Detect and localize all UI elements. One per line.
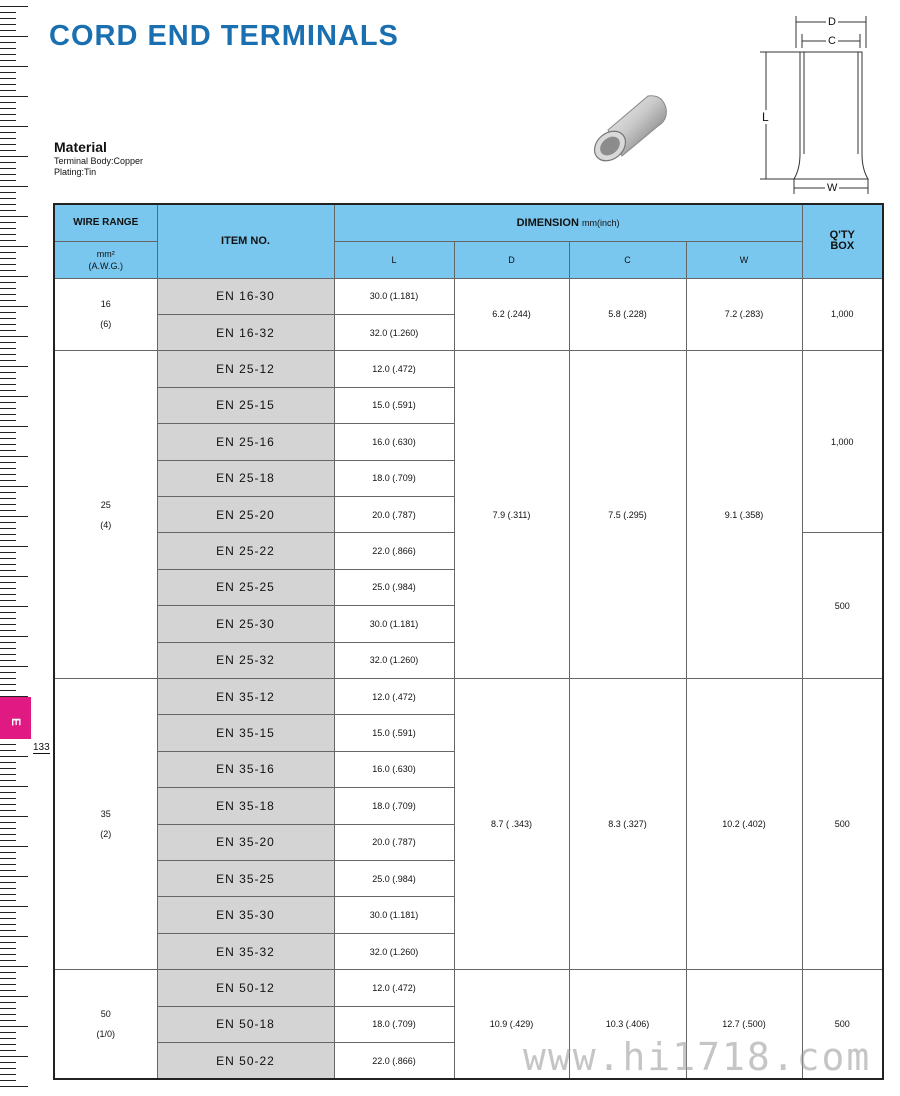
ruler-tick [0,756,28,757]
ruler-tick [0,432,16,433]
ruler-tick [0,594,16,595]
wire-range-cell [54,278,157,351]
dimension-l-cell: 12.0 (.472) [334,970,454,1006]
ruler-tick [0,210,16,211]
item-number-cell: EN 35-25 [157,861,334,897]
ruler-tick [0,1008,16,1009]
ruler-tick [0,132,16,133]
ruler-tick [0,108,16,109]
wire-range-mm2: 25 [100,499,111,510]
wire-range-mm2: 16 [100,299,111,310]
header-l: L [334,241,454,278]
dimension-l-cell: 22.0 (.866) [334,533,454,569]
ruler-tick [0,558,16,559]
ruler-tick [0,114,16,115]
ruler-tick [0,750,16,751]
dimension-l-cell: 12.0 (.472) [334,351,454,387]
header-wire-range: WIRE RANGE [54,204,157,241]
ruler-tick [0,300,16,301]
ruler-tick [0,1086,28,1087]
ruler-tick [0,672,16,673]
ruler-tick [0,198,16,199]
ruler-tick [0,822,16,823]
ruler-tick [0,678,16,679]
dimension-d-cell: 10.9 (.429) [454,970,569,1079]
wire-range-mm2: 50 [100,1009,111,1020]
ruler-tick [0,846,28,847]
ruler-tick [0,1056,28,1057]
ruler-tick [0,762,16,763]
ruler-tick [0,660,16,661]
item-number-cell: EN 35-30 [157,897,334,933]
ruler-tick [0,918,16,919]
watermark: www.hi1718.com [523,1035,872,1079]
ruler-tick [0,54,16,55]
ruler-tick [0,888,16,889]
ruler-tick [0,1080,16,1081]
ruler-tick [0,504,16,505]
ruler-tick [0,336,28,337]
ruler-tick [0,162,16,163]
dimension-c-cell: 5.8 (.228) [569,278,686,351]
item-number-cell: EN 25-18 [157,460,334,496]
ruler-tick [0,366,28,367]
page-edge-ruler [0,0,30,1096]
ruler-tick [0,294,16,295]
ruler-tick [0,234,16,235]
header-item-no: ITEM NO. [157,204,334,278]
dimension-l-cell: 12.0 (.472) [334,678,454,714]
ruler-tick [0,120,16,121]
ruler-tick [0,990,16,991]
wire-range-awg: (6) [100,319,112,330]
ruler-tick [0,186,28,187]
ruler-tick [0,648,16,649]
ruler-tick [0,270,16,271]
ruler-tick [0,786,28,787]
ruler-tick [0,348,16,349]
item-number-cell: EN 25-22 [157,533,334,569]
ruler-tick [0,816,28,817]
item-number-cell: EN 25-25 [157,569,334,605]
ruler-tick [0,870,16,871]
ruler-tick [0,966,28,967]
dimension-c-cell: 10.3 (.406) [569,970,686,1079]
dimension-l-cell: 20.0 (.787) [334,824,454,860]
ruler-tick [0,1032,16,1033]
dimension-w-cell: 10.2 (.402) [686,678,802,969]
dimension-l-cell: 32.0 (1.260) [334,314,454,350]
ruler-tick [0,468,16,469]
ruler-tick [0,402,16,403]
dimension-l-cell: 30.0 (1.181) [334,278,454,314]
ruler-tick [0,1038,16,1039]
ruler-tick [0,612,16,613]
dimension-l-cell: 18.0 (.709) [334,460,454,496]
dimension-l-cell: 18.0 (.709) [334,1006,454,1042]
ruler-tick [0,546,28,547]
wire-range-cell [54,678,157,969]
header-dimension [334,204,802,241]
dimension-c-cell: 8.3 (.327) [569,678,686,969]
ruler-tick [0,18,16,19]
dimension-d-cell: 8.7 ( .343) [454,678,569,969]
dimension-w-cell: 9.1 (.358) [686,351,802,679]
ruler-tick [0,804,16,805]
ruler-tick [0,540,16,541]
ruler-tick [0,744,16,745]
dimension-l-cell: 16.0 (.630) [334,424,454,460]
ruler-tick [0,654,16,655]
header-wire-unit: mm² [96,248,115,259]
table-row [54,970,883,1006]
ruler-tick [0,780,16,781]
dimension-l-cell: 18.0 (.709) [334,788,454,824]
dimension-l-cell: 25.0 (.984) [334,569,454,605]
ruler-tick [0,282,16,283]
wire-range-awg: (2) [100,829,112,840]
header-c: C [569,241,686,278]
ruler-tick [0,930,16,931]
ruler-tick [0,576,28,577]
ferrule-dimension-diagram [756,14,880,196]
ruler-tick [0,948,16,949]
dimension-l-cell: 30.0 (1.181) [334,606,454,642]
ruler-tick [0,30,16,31]
dimension-l-cell: 16.0 (.630) [334,751,454,787]
ruler-tick [0,378,16,379]
ruler-tick [0,408,16,409]
item-number-cell: EN 35-32 [157,933,334,969]
item-number-cell: EN 16-30 [157,278,334,314]
ruler-tick [0,972,16,973]
qty-box-cell: 500 [802,533,883,679]
ruler-tick [0,204,16,205]
ruler-tick [0,240,16,241]
header-dimension-label: DIMENSION [516,216,579,229]
table-row [54,278,883,314]
ruler-tick [0,1068,16,1069]
ruler-tick [0,606,28,607]
ruler-tick [0,528,16,529]
ruler-tick [0,12,16,13]
ruler-tick [0,426,28,427]
ruler-tick [0,246,28,247]
spec-table [53,203,884,1080]
ruler-tick [0,984,16,985]
ruler-tick [0,564,16,565]
dimension-d-cell: 7.9 (.311) [454,351,569,679]
ruler-tick [0,960,16,961]
ruler-tick [0,312,16,313]
item-number-cell: EN 50-22 [157,1043,334,1079]
item-number-cell: EN 25-15 [157,387,334,423]
wire-range-mm2: 35 [100,809,111,820]
ruler-tick [0,1044,16,1045]
ruler-tick [0,1074,16,1075]
ruler-tick [0,954,16,955]
ruler-tick [0,1014,16,1015]
material-block [54,139,143,177]
page-title: CORD END TERMINALS [49,20,399,52]
ruler-tick [0,882,16,883]
ruler-tick [0,102,16,103]
diagram-label-c: C [828,35,836,47]
ruler-tick [0,66,28,67]
ruler-tick [0,624,16,625]
ruler-tick [0,318,16,319]
dimension-l-cell: 25.0 (.984) [334,861,454,897]
wire-range-cell [54,351,157,679]
wire-range-cell [54,970,157,1079]
ruler-tick [0,72,16,73]
dimension-l-cell: 32.0 (1.260) [334,933,454,969]
dimension-l-cell: 15.0 (.591) [334,715,454,751]
diagram-label-d: D [828,16,836,28]
qty-box-cell: 500 [802,970,883,1079]
ruler-tick [0,192,16,193]
dimension-w-cell: 7.2 (.283) [686,278,802,351]
ruler-tick [0,852,16,853]
ruler-tick [0,876,28,877]
ruler-tick [0,534,16,535]
ruler-tick [0,618,16,619]
ruler-tick [0,636,28,637]
dimension-w-cell: 12.7 (.500) [686,970,802,1079]
ruler-tick [0,978,16,979]
wire-range-awg: (4) [100,519,112,530]
ruler-tick [0,552,16,553]
ruler-tick [0,216,28,217]
ruler-tick [0,1020,16,1021]
item-number-cell: EN 25-16 [157,424,334,460]
ruler-tick [0,912,16,913]
ruler-tick [0,570,16,571]
ruler-tick [0,456,28,457]
item-number-cell: EN 35-12 [157,678,334,714]
ruler-tick [0,996,28,997]
item-number-cell: EN 50-12 [157,970,334,1006]
ruler-tick [0,372,16,373]
ruler-tick [0,522,16,523]
material-heading: Material [54,139,107,155]
ruler-tick [0,24,16,25]
ruler-tick [0,414,16,415]
header-qty-box: Q'TY BOX [802,204,883,278]
qty-box-cell: 500 [802,678,883,969]
ruler-tick [0,156,28,157]
dimension-l-cell: 30.0 (1.181) [334,897,454,933]
ruler-tick [0,438,16,439]
ruler-tick [0,900,16,901]
ruler-tick [0,222,16,223]
item-number-cell: EN 25-20 [157,496,334,532]
ruler-tick [0,360,16,361]
header-awg-label: (A.W.G.) [88,260,123,271]
header-dimension-unit: mm(inch) [581,217,620,228]
ruler-tick [0,492,16,493]
ruler-tick [0,798,16,799]
ruler-tick [0,666,28,667]
ruler-tick [0,1002,16,1003]
ruler-tick [0,480,16,481]
ruler-tick [0,486,28,487]
ruler-tick [0,354,16,355]
ruler-tick [0,180,16,181]
ruler-tick [0,516,28,517]
header-w: W [686,241,802,278]
ruler-tick [0,510,16,511]
ruler-tick [0,906,28,907]
ruler-tick [0,396,28,397]
item-number-cell: EN 50-18 [157,1006,334,1042]
dimension-l-cell: 32.0 (1.260) [334,642,454,678]
ruler-tick [0,84,16,85]
ruler-tick [0,384,16,385]
ruler-tick [0,1050,16,1051]
ruler-tick [0,840,16,841]
item-number-cell: EN 35-18 [157,788,334,824]
ruler-tick [0,642,16,643]
ruler-tick [0,252,16,253]
ruler-tick [0,864,16,865]
item-number-cell: EN 25-12 [157,351,334,387]
ruler-tick [0,144,16,145]
ruler-tick [0,894,16,895]
ruler-tick [0,588,16,589]
ruler-tick [0,78,16,79]
diagram-label-w: W [827,182,838,194]
ruler-tick [0,474,16,475]
ruler-tick [0,684,16,685]
ruler-tick [0,1026,28,1027]
item-number-cell: EN 16-32 [157,314,334,350]
ruler-tick [0,690,16,691]
ruler-tick [0,306,28,307]
ruler-tick [0,834,16,835]
material-body-line: Terminal Body:Copper [54,156,144,166]
ruler-tick [0,150,16,151]
ruler-tick [0,276,28,277]
ruler-tick [0,48,16,49]
section-tab-letter: E [9,717,24,727]
ruler-tick [0,90,16,91]
item-number-cell: EN 25-32 [157,642,334,678]
ruler-tick [0,342,16,343]
ruler-tick [0,1062,16,1063]
ruler-tick [0,174,16,175]
dimension-l-cell: 15.0 (.591) [334,387,454,423]
ruler-tick [0,60,16,61]
ruler-tick [0,42,16,43]
ruler-tick [0,228,16,229]
header-d: D [454,241,569,278]
dimension-l-cell: 22.0 (.866) [334,1043,454,1079]
ruler-tick [0,288,16,289]
ruler-tick [0,330,16,331]
ferrule-photo [586,90,672,168]
ruler-tick [0,768,16,769]
wire-range-awg: (1/0) [96,1029,115,1040]
page-number: 133 [33,742,50,753]
table-row [54,678,883,714]
ruler-tick [0,810,16,811]
qty-box-cell: 1,000 [802,351,883,533]
ruler-tick [0,444,16,445]
ruler-tick [0,858,16,859]
ruler-tick [0,126,28,127]
ruler-tick [0,450,16,451]
dimension-c-cell: 7.5 (.295) [569,351,686,679]
ruler-tick [0,36,28,37]
item-number-cell: EN 35-15 [157,715,334,751]
item-number-cell: EN 25-30 [157,606,334,642]
ruler-tick [0,264,16,265]
ruler-tick [0,138,16,139]
diagram-label-l: L [762,110,769,124]
material-plating-line: Plating:Tin [54,167,97,177]
ruler-tick [0,936,28,937]
ruler-tick [0,924,16,925]
ruler-tick [0,96,28,97]
header-awg [54,241,157,278]
item-number-cell: EN 35-20 [157,824,334,860]
ruler-tick [0,600,16,601]
item-number-cell: EN 35-16 [157,751,334,787]
dimension-d-cell: 6.2 (.244) [454,278,569,351]
ruler-tick [0,168,16,169]
dimension-l-cell: 20.0 (.787) [334,496,454,532]
ruler-tick [0,462,16,463]
ruler-tick [0,324,16,325]
ruler-tick [0,630,16,631]
ruler-tick [0,582,16,583]
ruler-tick [0,792,16,793]
qty-box-cell: 1,000 [802,278,883,351]
ruler-tick [0,774,16,775]
ruler-tick [0,420,16,421]
table-row [54,351,883,387]
ruler-tick [0,498,16,499]
ruler-tick [0,942,16,943]
ruler-tick [0,6,28,7]
ruler-tick [0,390,16,391]
ruler-tick [0,258,16,259]
ruler-tick [0,828,16,829]
